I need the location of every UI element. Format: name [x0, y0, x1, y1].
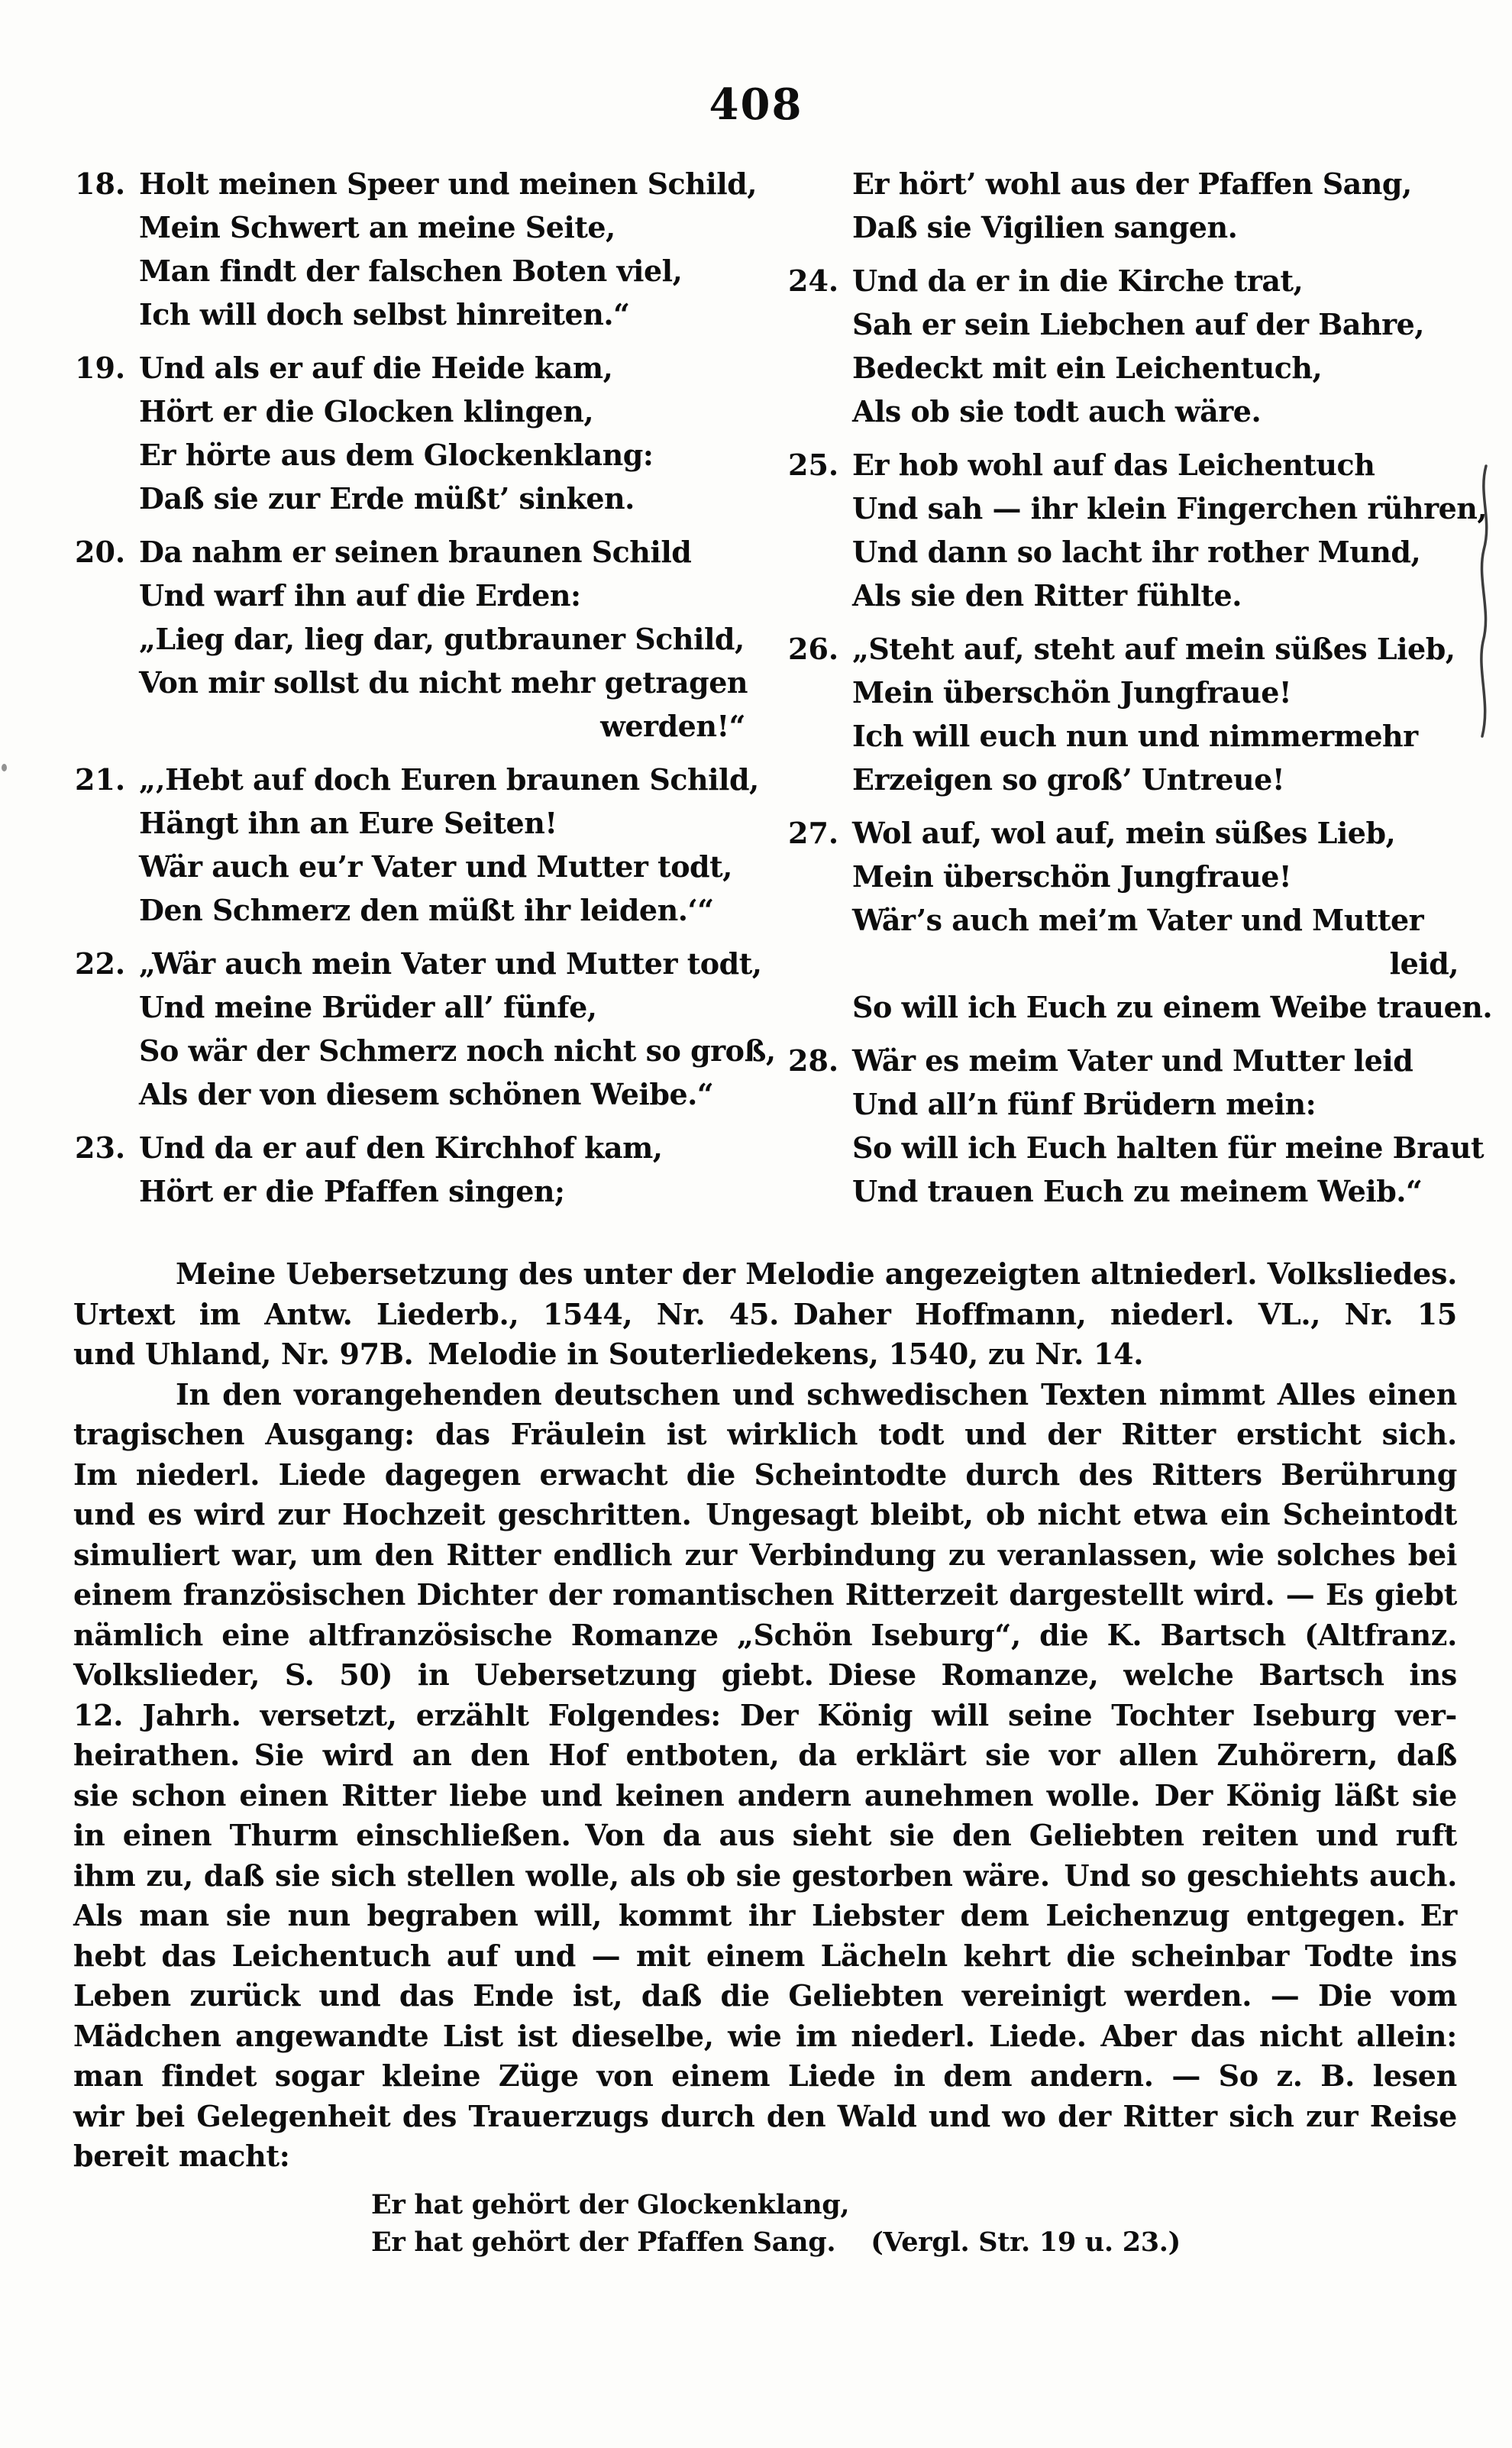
stanza-lines — [139, 942, 776, 1116]
stanza-number: 26. — [788, 632, 839, 666]
verse-line: Wär’s auch mei’m Vater und Mutter — [852, 903, 1424, 937]
prose-line: und Uhland, Nr. 97B. Melodie in Souterliedekens, 1540, zu Nr. 14. — [73, 1337, 1144, 1371]
stanza — [788, 443, 1488, 617]
verse-line: So wär der Schmerz noch nicht so groß, — [139, 1033, 776, 1068]
verse-section — [75, 162, 1493, 1223]
prose-line: Mädchen angewandte List ist dieselbe, wie im niederl. Liede. Aber das nicht allein: — [73, 2018, 1457, 2053]
stanza — [75, 530, 748, 748]
prose-line: 12. Jahrh. versetzt, erzählt Folgendes: Der König will seine Tochter Iseburg ver- — [73, 1697, 1457, 1732]
stanza-number: 21. — [75, 762, 126, 797]
stanza — [788, 1039, 1485, 1213]
verse-line: Und dann so lacht ihr rother Mund, — [852, 535, 1421, 569]
verse-line: Holt meinen Speer und meinen Schild, — [139, 167, 757, 201]
stanza — [75, 1126, 745, 1213]
stanza — [788, 627, 1459, 801]
verse-line: Und all’n fünf Brüdern mein: — [852, 1087, 1317, 1121]
ink-dot-mark — [2, 764, 7, 771]
stanza-number — [788, 162, 852, 249]
verse-line: Sah er sein Liebchen auf der Bahre, — [852, 307, 1425, 341]
verse-line: Wol auf, wol auf, mein süßes Lieb, — [852, 816, 1396, 850]
stanza-lines — [852, 811, 1493, 1029]
stanza-number: 27. — [788, 816, 839, 850]
verse-line: Und da er auf den Kirchhof kam, — [139, 1130, 663, 1165]
verse-line: Ich will doch selbst hinreiten.“ — [139, 297, 630, 331]
stanza-number: 18. — [75, 167, 126, 201]
stanza — [75, 162, 757, 336]
prose-line: heirathen. Sie wird an den Hof entboten, da erklärt sie vor allen Zuhörern, daß — [73, 1738, 1457, 1772]
verse-line: Mein überschön Jungfraue! — [852, 675, 1292, 710]
verse-line: Bedeckt mit ein Leichentuch, — [852, 351, 1323, 385]
stanza-lines — [139, 346, 745, 520]
prose-line: man findet sogar kleine Züge von einem Liede in dem andern. — So z. B. lesen — [73, 2058, 1457, 2093]
verse-line: Wär auch eu’r Vater und Mutter todt, — [139, 849, 732, 884]
verse-line: Hört er die Glocken klingen, — [139, 394, 594, 428]
verse-line: Ich will euch nun und nimmermehr — [852, 719, 1418, 753]
verse-line: Und als er auf die Heide kam, — [139, 351, 613, 385]
verse-line: „Steht auf, steht auf mein süßes Lieb, — [852, 632, 1455, 666]
verse-line: Daß sie zur Erde müßt’ sinken. — [139, 481, 635, 516]
stanza-number: 23. — [75, 1130, 126, 1165]
verse-line: So will ich Euch halten für meine Braut — [852, 1130, 1485, 1165]
verse-line: Man findt der falschen Boten viel, — [139, 254, 683, 288]
prose-line: hebt das Leichentuch auf und — mit einem Lächeln kehrt die scheinbar Todte ins — [73, 1938, 1457, 1973]
prose-line: tragischen Ausgang: das Fräulein ist wirklich todt und der Ritter ersticht sich. — [73, 1417, 1457, 1451]
verse-column-right — [788, 162, 1493, 1223]
verse-line: Wär es meim Vater und Mutter leid — [852, 1043, 1413, 1078]
verse-line: Hängt ihn an Eure Seiten! — [139, 806, 557, 840]
stanza-lines — [852, 1039, 1485, 1213]
prose-line: Volkslieder, S. 50) in Uebersetzung giebt. Diese Romanze, welche Bartsch ins — [73, 1657, 1457, 1692]
stanza-number: 28. — [788, 1043, 839, 1078]
stanza-lines — [852, 259, 1459, 433]
couplet-line — [371, 2186, 1181, 2223]
verse-line: Und sah — ihr klein Fingerchen rühren, — [852, 491, 1488, 525]
stanza — [75, 942, 776, 1116]
stanza-lines — [852, 627, 1459, 801]
verse-line: Als ob sie todt auch wäre. — [852, 394, 1262, 428]
prose-line: simuliert war, um den Ritter endlich zur Verbindung zu veranlassen, wie solches bei — [73, 1537, 1457, 1572]
prose-line: Als man sie nun begraben will, kommt ihr Liebster dem Leichenzug entgegen. Er — [73, 1898, 1457, 1932]
verse-line: Erzeigen so groß’ Untreue! — [852, 762, 1285, 797]
stanza-number: 22. — [75, 946, 126, 981]
verse-line: Da nahm er seinen braunen Schild — [139, 535, 692, 569]
verse-line: Von mir sollst du nicht mehr getragen — [139, 665, 748, 700]
prose-line: in einen Thurm einschließen. Von da aus sieht sie den Geliebten reiten und ruft — [73, 1818, 1457, 1852]
couplet-line-text: Er hat gehört der Pfaffen Sang. — [371, 2226, 836, 2258]
stanza-lines — [852, 443, 1488, 617]
verse-column-left — [75, 162, 776, 1223]
citation-note: (Vergl. Str. 19 u. 23.) — [871, 2226, 1181, 2258]
stanza-lines — [139, 530, 748, 748]
stanza-number: 20. — [75, 535, 126, 569]
verse-line: Und da er in die Kirche trat, — [852, 264, 1304, 298]
verse-line: leid, — [1389, 946, 1459, 981]
verse-line: So will ich Euch zu einem Weibe trauen. — [852, 990, 1493, 1024]
verse-line: „Wär auch mein Vater und Mutter todt, — [139, 946, 762, 981]
verse-line: werden!“ — [600, 709, 745, 743]
prose-line: nämlich eine altfranzösische Romanze „Schön Iseburg“, die K. Bartsch (Altfranz. — [73, 1617, 1457, 1652]
prose-line: sie schon einen Ritter liebe und keinen andern aunehmen wolle. Der König läßt sie — [73, 1777, 1457, 1813]
prose-line: Leben zurück und das Ende ist, daß die Geliebten vereinigt werden. — Die vom — [73, 1978, 1457, 2013]
verse-line: Hört er die Pfaffen singen; — [139, 1174, 565, 1208]
stanza — [75, 758, 759, 932]
stanza-lines — [139, 162, 757, 336]
verse-line: „Lieg dar, lieg dar, gutbrauner Schild, — [139, 622, 745, 656]
verse-line: Den Schmerz den müßt ihr leiden.‘“ — [139, 893, 714, 927]
stanza-lines — [139, 758, 759, 932]
prose-line: Im niederl. Liede dagegen erwacht die Scheintodte durch des Ritters Berührung — [73, 1457, 1457, 1492]
stanza-number: 25. — [788, 448, 839, 482]
verse-line: Und trauen Euch zu meinem Weib.“ — [852, 1174, 1423, 1208]
verse-line: Und meine Brüder all’ fünfe, — [139, 990, 597, 1024]
commentary-prose — [73, 1254, 1457, 2177]
stanza — [788, 162, 1459, 249]
stanza — [788, 259, 1459, 433]
stanza-lines — [852, 162, 1459, 249]
verse-line: Er hörte aus dem Glockenklang: — [139, 438, 654, 472]
stanza — [788, 811, 1493, 1029]
verse-line: Und warf ihn auf die Erden: — [139, 578, 581, 613]
couplet-line-text: Er hat gehört der Glockenklang, — [371, 2189, 850, 2220]
verse-line: Er hob wohl auf das Leichentuch — [852, 448, 1375, 482]
stanza — [75, 346, 745, 520]
verse-line: Er hört’ wohl aus der Pfaffen Sang, — [852, 167, 1412, 201]
stanza-number: 19. — [75, 351, 126, 385]
verse-line: Mein Schwert an meine Seite, — [139, 210, 615, 244]
stanza-lines — [139, 1126, 745, 1213]
verse-line: Mein überschön Jungfraue! — [852, 859, 1292, 894]
prose-line: wir bei Gelegenheit des Trauerzugs durch den Wald und wo der Ritter sich zur Reise — [73, 2098, 1457, 2133]
verse-line: Als sie den Ritter fühlte. — [852, 578, 1242, 613]
page-number: 408 — [709, 79, 803, 130]
stanza-number: 24. — [788, 264, 839, 298]
prose-line: Meine Uebersetzung des unter der Melodie angezeigten altniederl. Volksliedes. — [176, 1256, 1457, 1291]
prose-line: bereit macht: — [73, 2139, 290, 2173]
couplet-line — [371, 2223, 1181, 2261]
verse-line: Als der von diesem schönen Weibe.“ — [139, 1077, 714, 1111]
verse-line: „‚Hebt auf doch Euren braunen Schild, — [139, 762, 759, 797]
prose-line: In den vorangehenden deutschen und schwedischen Texten nimmt Alles einen — [176, 1376, 1457, 1412]
prose-line: Urtext im Antw. Liederb., 1544, Nr. 45. Daher Hoffmann, niederl. VL., Nr. 15 — [73, 1296, 1457, 1331]
prose-line: und es wird zur Hochzeit geschritten. Ungesagt bleibt, ob nicht etwa ein Scheintodt — [73, 1497, 1457, 1531]
prose-line: ihm zu, daß sie sich stellen wolle, als ob sie gestorben wäre. Und so geschiehts auch. — [73, 1858, 1457, 1893]
quoted-couplet — [371, 2186, 1181, 2261]
prose-line: einem französischen Dichter der romantischen Ritterzeit dargestellt wird. — Es giebt — [73, 1577, 1457, 1612]
verse-line: Daß sie Vigilien sangen. — [852, 210, 1238, 244]
